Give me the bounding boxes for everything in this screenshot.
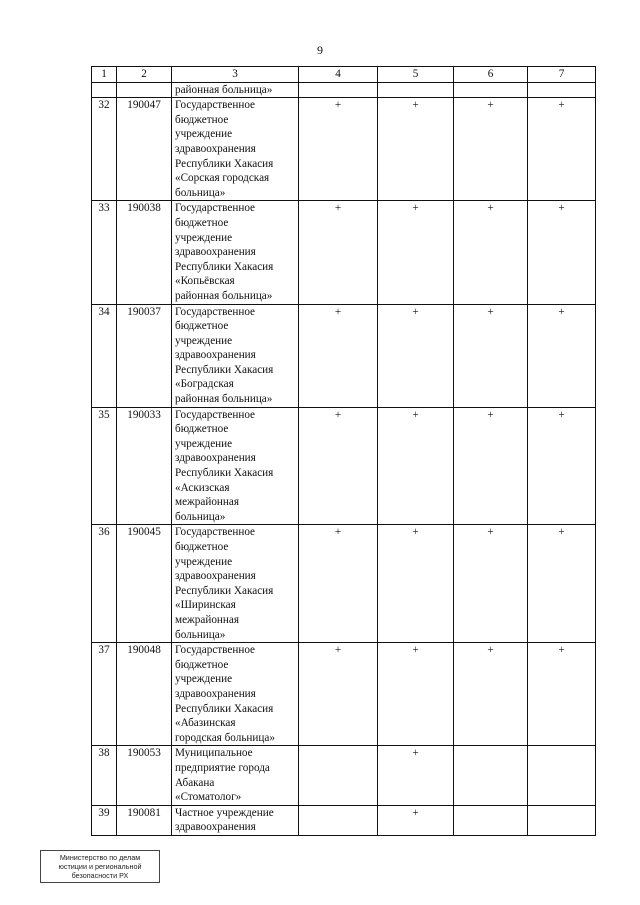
table-cell [454, 82, 528, 98]
mark-cell: + [528, 643, 596, 746]
continuation-row [92, 82, 596, 98]
table-cell [92, 82, 117, 98]
registry-code: 190038 [117, 201, 172, 304]
mark-cell [528, 805, 596, 835]
row-number: 38 [92, 746, 117, 805]
organization-name: Государственное бюджетное учреждение здравоохранения Республики Хакасия «Ширинская межрайонная больница» [172, 525, 299, 643]
mark-cell: + [378, 304, 454, 407]
row-number: 39 [92, 805, 117, 835]
registry-code: 190053 [117, 746, 172, 805]
organization-name: Государственное бюджетное учреждение здравоохранения Республики Хакасия «Боградская районная больница» [172, 304, 299, 407]
mark-cell: + [454, 201, 528, 304]
mark-cell: + [378, 746, 454, 805]
row-number: 36 [92, 525, 117, 643]
table-row [92, 643, 596, 746]
table-cell [299, 82, 378, 98]
table-row [92, 805, 596, 835]
stamp-line: безопасности РХ [71, 871, 129, 880]
mark-cell: + [528, 525, 596, 643]
registry-code: 190048 [117, 643, 172, 746]
column-header: 1 [92, 67, 117, 83]
table-row [92, 98, 596, 201]
organization-name: Государственное бюджетное учреждение здравоохранения Республики Хакасия «Абазинская городская больница» [172, 643, 299, 746]
mark-cell: + [299, 98, 378, 201]
row-number: 34 [92, 304, 117, 407]
mark-cell: + [454, 304, 528, 407]
table-row [92, 525, 596, 643]
mark-cell: + [299, 643, 378, 746]
mark-cell: + [528, 201, 596, 304]
mark-cell: + [454, 407, 528, 525]
document-table [91, 66, 596, 836]
mark-cell: + [528, 407, 596, 525]
mark-cell: + [528, 98, 596, 201]
column-header: 3 [172, 67, 299, 83]
organization-name: Государственное бюджетное учреждение здравоохранения Республики Хакасия «Аскизская межрайонная больница» [172, 407, 299, 525]
mark-cell [454, 805, 528, 835]
table-cell [528, 82, 596, 98]
row-number: 32 [92, 98, 117, 201]
registry-code: 190047 [117, 98, 172, 201]
registry-code: 190045 [117, 525, 172, 643]
column-header: 6 [454, 67, 528, 83]
mark-cell: + [454, 643, 528, 746]
row-number: 35 [92, 407, 117, 525]
column-header: 5 [378, 67, 454, 83]
mark-cell: + [378, 201, 454, 304]
mark-cell: + [528, 304, 596, 407]
mark-cell: + [454, 525, 528, 643]
mark-cell: + [378, 643, 454, 746]
mark-cell [299, 805, 378, 835]
organization-name: Частное учреждение здравоохранения [172, 805, 299, 835]
mark-cell: + [299, 407, 378, 525]
organization-name: Государственное бюджетное учреждение здравоохранения Республики Хакасия «Сорская городская больница» [172, 98, 299, 201]
organization-name: Муниципальное предприятие города Абакана «Стоматолог» [172, 746, 299, 805]
table-cell [378, 82, 454, 98]
continuation-text: районная больница» [172, 82, 299, 98]
table-row [92, 201, 596, 304]
mark-cell: + [378, 805, 454, 835]
mark-cell: + [299, 304, 378, 407]
registry-code: 190033 [117, 407, 172, 525]
table-cell [117, 82, 172, 98]
stamp-line: Министерство по делам [59, 853, 141, 862]
organization-name: Государственное бюджетное учреждение здравоохранения Республики Хакасия «Копьёвская районная больница» [172, 201, 299, 304]
mark-cell [454, 746, 528, 805]
mark-cell: + [378, 525, 454, 643]
mark-cell: + [378, 98, 454, 201]
table-header-row [92, 67, 596, 83]
row-number: 33 [92, 201, 117, 304]
mark-cell: + [454, 98, 528, 201]
column-header: 7 [528, 67, 596, 83]
page-number: 9 [317, 43, 323, 57]
registry-code: 190037 [117, 304, 172, 407]
mark-cell [528, 746, 596, 805]
ministry-stamp [40, 850, 160, 883]
table-row [92, 407, 596, 525]
stamp-line: юстиции и региональной [58, 862, 142, 871]
mark-cell: + [299, 201, 378, 304]
table-row [92, 304, 596, 407]
registry-code: 190081 [117, 805, 172, 835]
mark-cell: + [378, 407, 454, 525]
row-number: 37 [92, 643, 117, 746]
table-row [92, 746, 596, 805]
mark-cell [299, 746, 378, 805]
column-header: 2 [117, 67, 172, 83]
mark-cell: + [299, 525, 378, 643]
column-header: 4 [299, 67, 378, 83]
